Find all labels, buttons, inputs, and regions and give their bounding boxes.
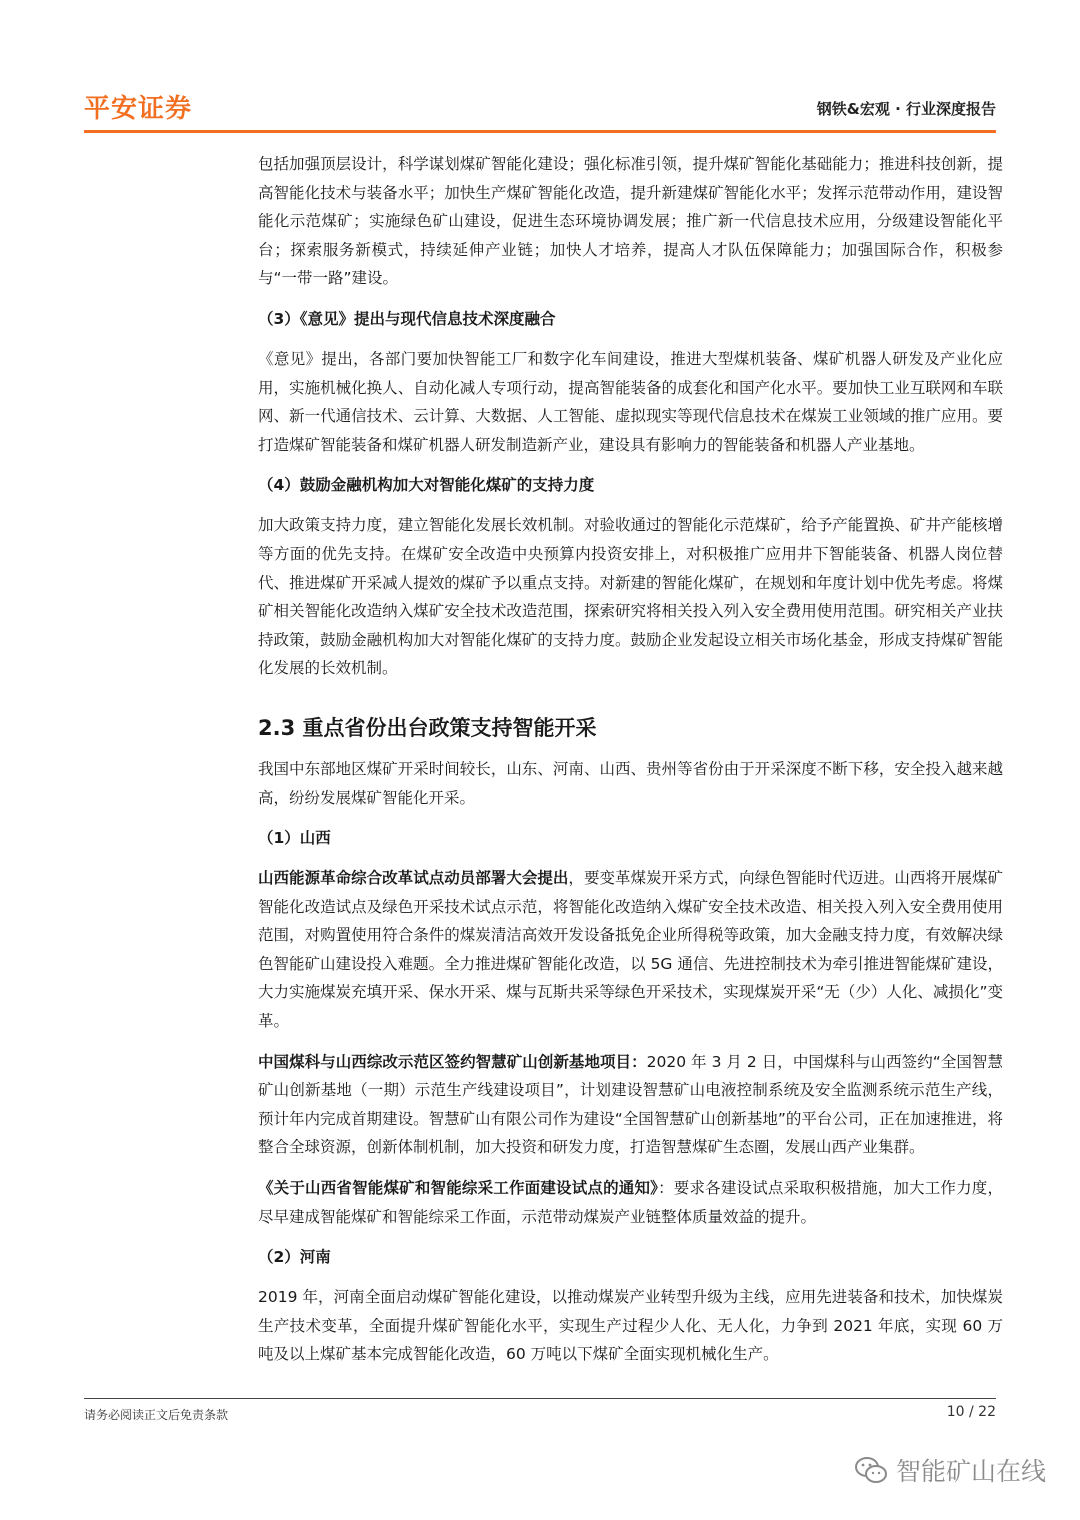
intro-paragraph: 包括加强顶层设计，科学谋划煤矿智能化建设；强化标准引领，提升煤矿智能化基础能力；推进科技创新，提高智能化技术与装备水平；加快生产煤矿智能化改造，提升新建煤矿智能化水平；发挥示范带动作用，建设智能化示范煤矿；实施绿色矿山建设，促进生态环境协调发展；推广新一代信息技术应用，分级建设智能化平台；探索服务新模式，持续延伸产业链；加快人才培养，提高人才队伍保障能力；加强国际合作，积极参与“一带一路”建设。 bbox=[258, 155, 1003, 288]
report-type: 钢铁&宏观 · 行业深度报告 bbox=[816, 100, 996, 118]
paragraph-4: 加大政策支持力度，建立智能化发展长效机制。对验收通过的智能化示范煤矿，给予产能置换、矿井产能核增等方面的优先支持。在煤矿安全改造中央预算内投资安排上，对积极推广应用井下智能装备、机器人岗位替代、推进煤矿开采减人提效的煤矿予以重点支持。对新建的智能化煤矿，在规划和年度计划中优先考虑。将煤矿相关智能化改造纳入煤矿安全技术改造范围，探索研究将相关投入列入安全费用使用范围。研究相关产业扶持政策，鼓励金融机构加大对智能化煤矿的支持力度。鼓励企业发起设立相关市场化基金，形成支持煤矿智能化发展的长效机制。 bbox=[258, 516, 1003, 678]
henan-paragraph: 2019 年，河南全面启动煤矿智能化建设，以推动煤炭产业转型升级为主线，应用先进装备和技术，加快煤炭生产技术变革，全面提升煤矿智能化水平，实现生产过程少人化、无人化，力争到 2021 年底，实现 60 万吨及以上煤矿基本完成智能化改造，60 万吨以下煤矿全面实现机械化生产。 bbox=[258, 1288, 1003, 1364]
footer-divider bbox=[84, 1398, 996, 1399]
shanxi-p1-body: ，要变革煤炭开采方式，向绿色智能时代迈进。山西将开展煤矿智能化改造试点及绿色开采技术试点示范，将智能化改造纳入煤矿安全技术改造、相关投入列入安全费用使用范围，对购置使用符合条件的煤炭清洁高效开发设备抵免企业所得税等政策，加大金融支持力度，有效解决绿色智能矿山建设投入难题。全力推进煤矿智能化改造，以 5G 通信、先进控制技术为牵引推进智能煤矿建设，大力实施煤炭充填开采、保水开采、煤与瓦斯共采等绿色开采技术，实现煤炭开采“无（少）人化、减损化”变革。 bbox=[258, 869, 1003, 1031]
shanxi-paragraph-1 bbox=[258, 864, 1003, 1036]
subheading-shanxi: （1）山西 bbox=[258, 829, 331, 848]
shanxi-p2-body: 2020 年 3 月 2 日，中国煤科与山西签约“全国智慧矿山创新基地（一期）示范生产线建设项目”，计划建设智慧矿山电液控制系统及安全监测系统示范生产线，预计年内完成首期建设。智慧矿山有限公司作为建设“全国智慧矿山创新基地”的平台公司，正在加速推进，将整合全球资源，创新体制机制，加大投资和研发力度，打造智慧煤矿生态圈，发展山西产业集群。 bbox=[258, 1052, 1003, 1157]
header-divider bbox=[84, 130, 996, 133]
shanxi-paragraph-2 bbox=[258, 1048, 1003, 1162]
subheading-henan: （2）河南 bbox=[258, 1248, 331, 1267]
footer-disclaimer: 请务必阅读正文后免责条款 bbox=[84, 1408, 229, 1422]
shanxi-p2-lead: 中国煤科与山西综改示范区签约智慧矿山创新基地项目： bbox=[258, 1052, 647, 1071]
shanxi-paragraph-3 bbox=[258, 1174, 1003, 1231]
section-intro: 我国中东部地区煤矿开采时间较长，山东、河南、山西、贵州等省份由于开采深度不断下移，安全投入越来越高，纷纷发展煤矿智能化开采。 bbox=[258, 759, 1003, 807]
wechat-icon bbox=[854, 1455, 888, 1485]
shanxi-p1-lead: 山西能源革命综合改革试点动员部署大会提出 bbox=[258, 869, 569, 888]
page-number: 10 / 22 bbox=[946, 1404, 996, 1420]
main-content bbox=[258, 150, 1003, 1381]
watermark bbox=[854, 1452, 1046, 1488]
paragraph-3: 《意见》提出，各部门要加快智能工厂和数字化车间建设，推进大型煤机装备、煤矿机器人研发及产业化应用，实施机械化换人、自动化减人专项行动，提高智能装备的成套化和国产化水平。要加快工业互联网和车联网、新一代通信技术、云计算、大数据、人工智能、虚拟现实等现代信息技术在煤炭工业领域的推广应用。要打造煤矿智能装备和煤矿机器人研发制造新产业，建设具有影响力的智能装备和机器人产业基地。 bbox=[258, 349, 1003, 454]
subheading-4: （4）鼓励金融机构加大对智能化煤矿的支持力度 bbox=[258, 476, 595, 495]
section-title: 2.3 重点省份出台政策支持智能开采 bbox=[258, 715, 597, 740]
shanxi-p3-body: ：要求各建设试点采取积极措施，加大工作力度，尽早建成智能煤矿和智能综采工作面，示范带动煤炭产业链整体质量效益的提升。 bbox=[258, 1179, 1003, 1226]
watermark-text: 智能矿山在线 bbox=[895, 1457, 1046, 1486]
subheading-3: （3）《意见》提出与现代信息技术深度融合 bbox=[258, 309, 556, 328]
brand-logo: 平安证券 bbox=[84, 94, 193, 124]
shanxi-p3-lead: 《关于山西省智能煤矿和智能综采工作面建设试点的通知》 bbox=[258, 1179, 659, 1198]
